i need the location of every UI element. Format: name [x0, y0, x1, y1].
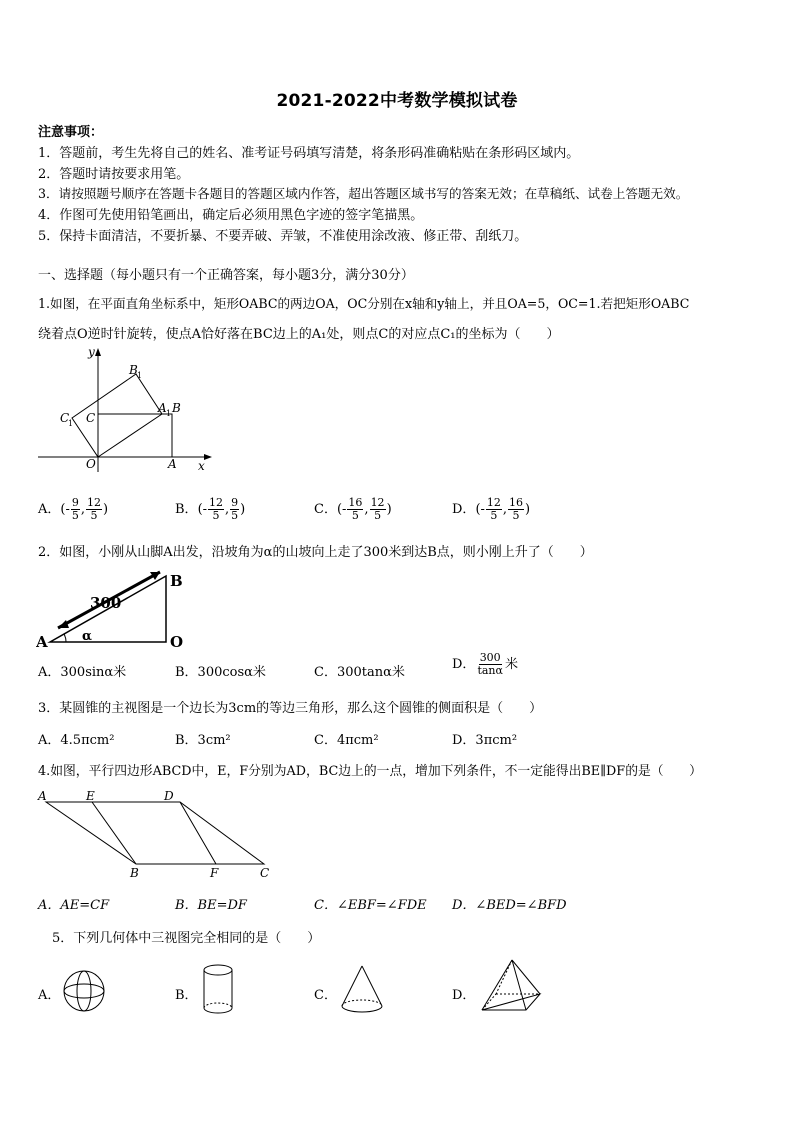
question-3-text: 3．某圆锥的主视图是一个边长为3cm的等边三角形，那么这个圆锥的侧面积是（ ） [38, 701, 543, 716]
option-c[interactable]: C．∠EBF=∠FDE [314, 898, 427, 913]
option-c[interactable]: C．(- $\frac{16}{5}$ , $\frac{12}{5}$ ) [314, 496, 392, 522]
option-d[interactable]: D． $\frac{300}{\tan\alpha}$ 米 [452, 651, 518, 677]
option-b[interactable]: B．300cosα米 [175, 665, 266, 680]
axis-x-label: x [198, 459, 205, 473]
point-label: B [170, 572, 183, 590]
cone-icon [338, 962, 388, 1018]
option-c[interactable]: C．300tanα米 [314, 665, 405, 680]
point-label: D [164, 789, 174, 803]
option-b[interactable]: B．3cm² [175, 733, 231, 748]
point-label: C [260, 866, 270, 880]
point-label: E [86, 789, 95, 803]
option-d[interactable]: D．3πcm² [452, 733, 518, 748]
point-label: F [210, 866, 219, 880]
page-title: 2021-2022中考数学模拟试卷 [276, 91, 518, 111]
question-1-figure [36, 344, 216, 474]
point-label: B [172, 401, 181, 415]
point-subscript: 1 [166, 409, 172, 418]
option-a[interactable]: A．(- $\frac{9}{5}$ , $\frac{12}{5}$ ) [38, 496, 109, 522]
notice-item: 2．答题时请按要求用笔。 [38, 167, 190, 182]
section-heading: 一、选择题（每小题只有一个正确答案，每小题3分，满分30分） [38, 268, 414, 283]
point-label: A [168, 457, 177, 471]
sphere-icon [60, 966, 110, 1016]
notice-item: 3．请按照题号顺序在答题卡各题目的答题区域内作答，超出答题区域书写的答案无效；在草稿纸、试卷上答题无效。 [38, 186, 689, 201]
axis-y-label: y [88, 345, 95, 359]
point-label: B [129, 363, 138, 377]
point-label: B [130, 866, 139, 880]
option-d[interactable]: D．∠BED=∠BFD [452, 898, 567, 913]
option-d[interactable]: D． [452, 988, 476, 1003]
question-4-figure [36, 788, 286, 880]
pyramid-icon [476, 956, 546, 1020]
notice-item: 5．保持卡面清洁，不要折暴、不要弄破、弄皱，不准使用涂改液、修正带、刮纸刀。 [38, 229, 528, 244]
point-label: C [86, 411, 96, 425]
option-a[interactable]: A． [38, 988, 61, 1003]
question-1-text: 1.如图，在平面直角坐标系中，矩形OABC的两边OA，OC分别在x轴和y轴上，并且OA=5，OC=1.若把矩形OABC [38, 296, 690, 311]
question-1-text: 绕着点O逆时针旋转，使点A恰好落在BC边上的A₁处，则点C的对应点C₁的坐标为（ ） [38, 327, 560, 342]
point-subscript: 1 [137, 371, 143, 380]
question-2-figure [36, 568, 196, 650]
point-label: C [60, 411, 70, 425]
option-c[interactable]: C． [314, 988, 337, 1003]
notice-heading: 注意事项： [38, 125, 104, 140]
option-c[interactable]: C．4πcm² [314, 733, 379, 748]
length-label: 300 [90, 594, 122, 612]
option-b[interactable]: B． [175, 988, 198, 1003]
question-4-text: 4.如图，平行四边形ABCD中，E，F分别为AD，BC边上的一点，增加下列条件，不一定能得出BE∥DF的是（ ） [38, 764, 702, 779]
question-5-text: 5．下列几何体中三视图完全相同的是（ ） [52, 931, 321, 946]
option-d[interactable]: D．(- $\frac{12}{5}$ , $\frac{16}{5}$ ) [452, 496, 531, 522]
point-label: A [158, 401, 167, 415]
notice-item: 4．作图可先使用铅笔画出，确定后必须用黑色字迹的签字笔描黑。 [38, 208, 424, 223]
option-a[interactable]: A．300sinα米 [38, 665, 127, 680]
point-label: A [36, 633, 48, 650]
option-b[interactable]: B．(- $\frac{12}{5}$ , $\frac{9}{5}$ ) [175, 496, 246, 522]
point-label: O [170, 633, 184, 650]
question-2-text: 2．如图，小刚从山脚A出发，沿坡角为α的山坡向上走了300米到达B点，则小刚上升了（ ） [38, 545, 593, 560]
option-b[interactable]: B．BE=DF [175, 898, 247, 913]
point-subscript: 1 [68, 419, 74, 428]
notice-item: 1．答题前，考生先将自己的姓名、准考证号码填写清楚，将条形码准确粘贴在条形码区域内。 [38, 146, 580, 161]
angle-label: α [82, 629, 93, 644]
option-a[interactable]: A．AE=CF [38, 898, 110, 913]
option-a[interactable]: A．4.5πcm² [38, 733, 115, 748]
point-label: O [86, 457, 96, 471]
cylinder-icon [198, 962, 240, 1020]
point-label: A [38, 789, 47, 803]
